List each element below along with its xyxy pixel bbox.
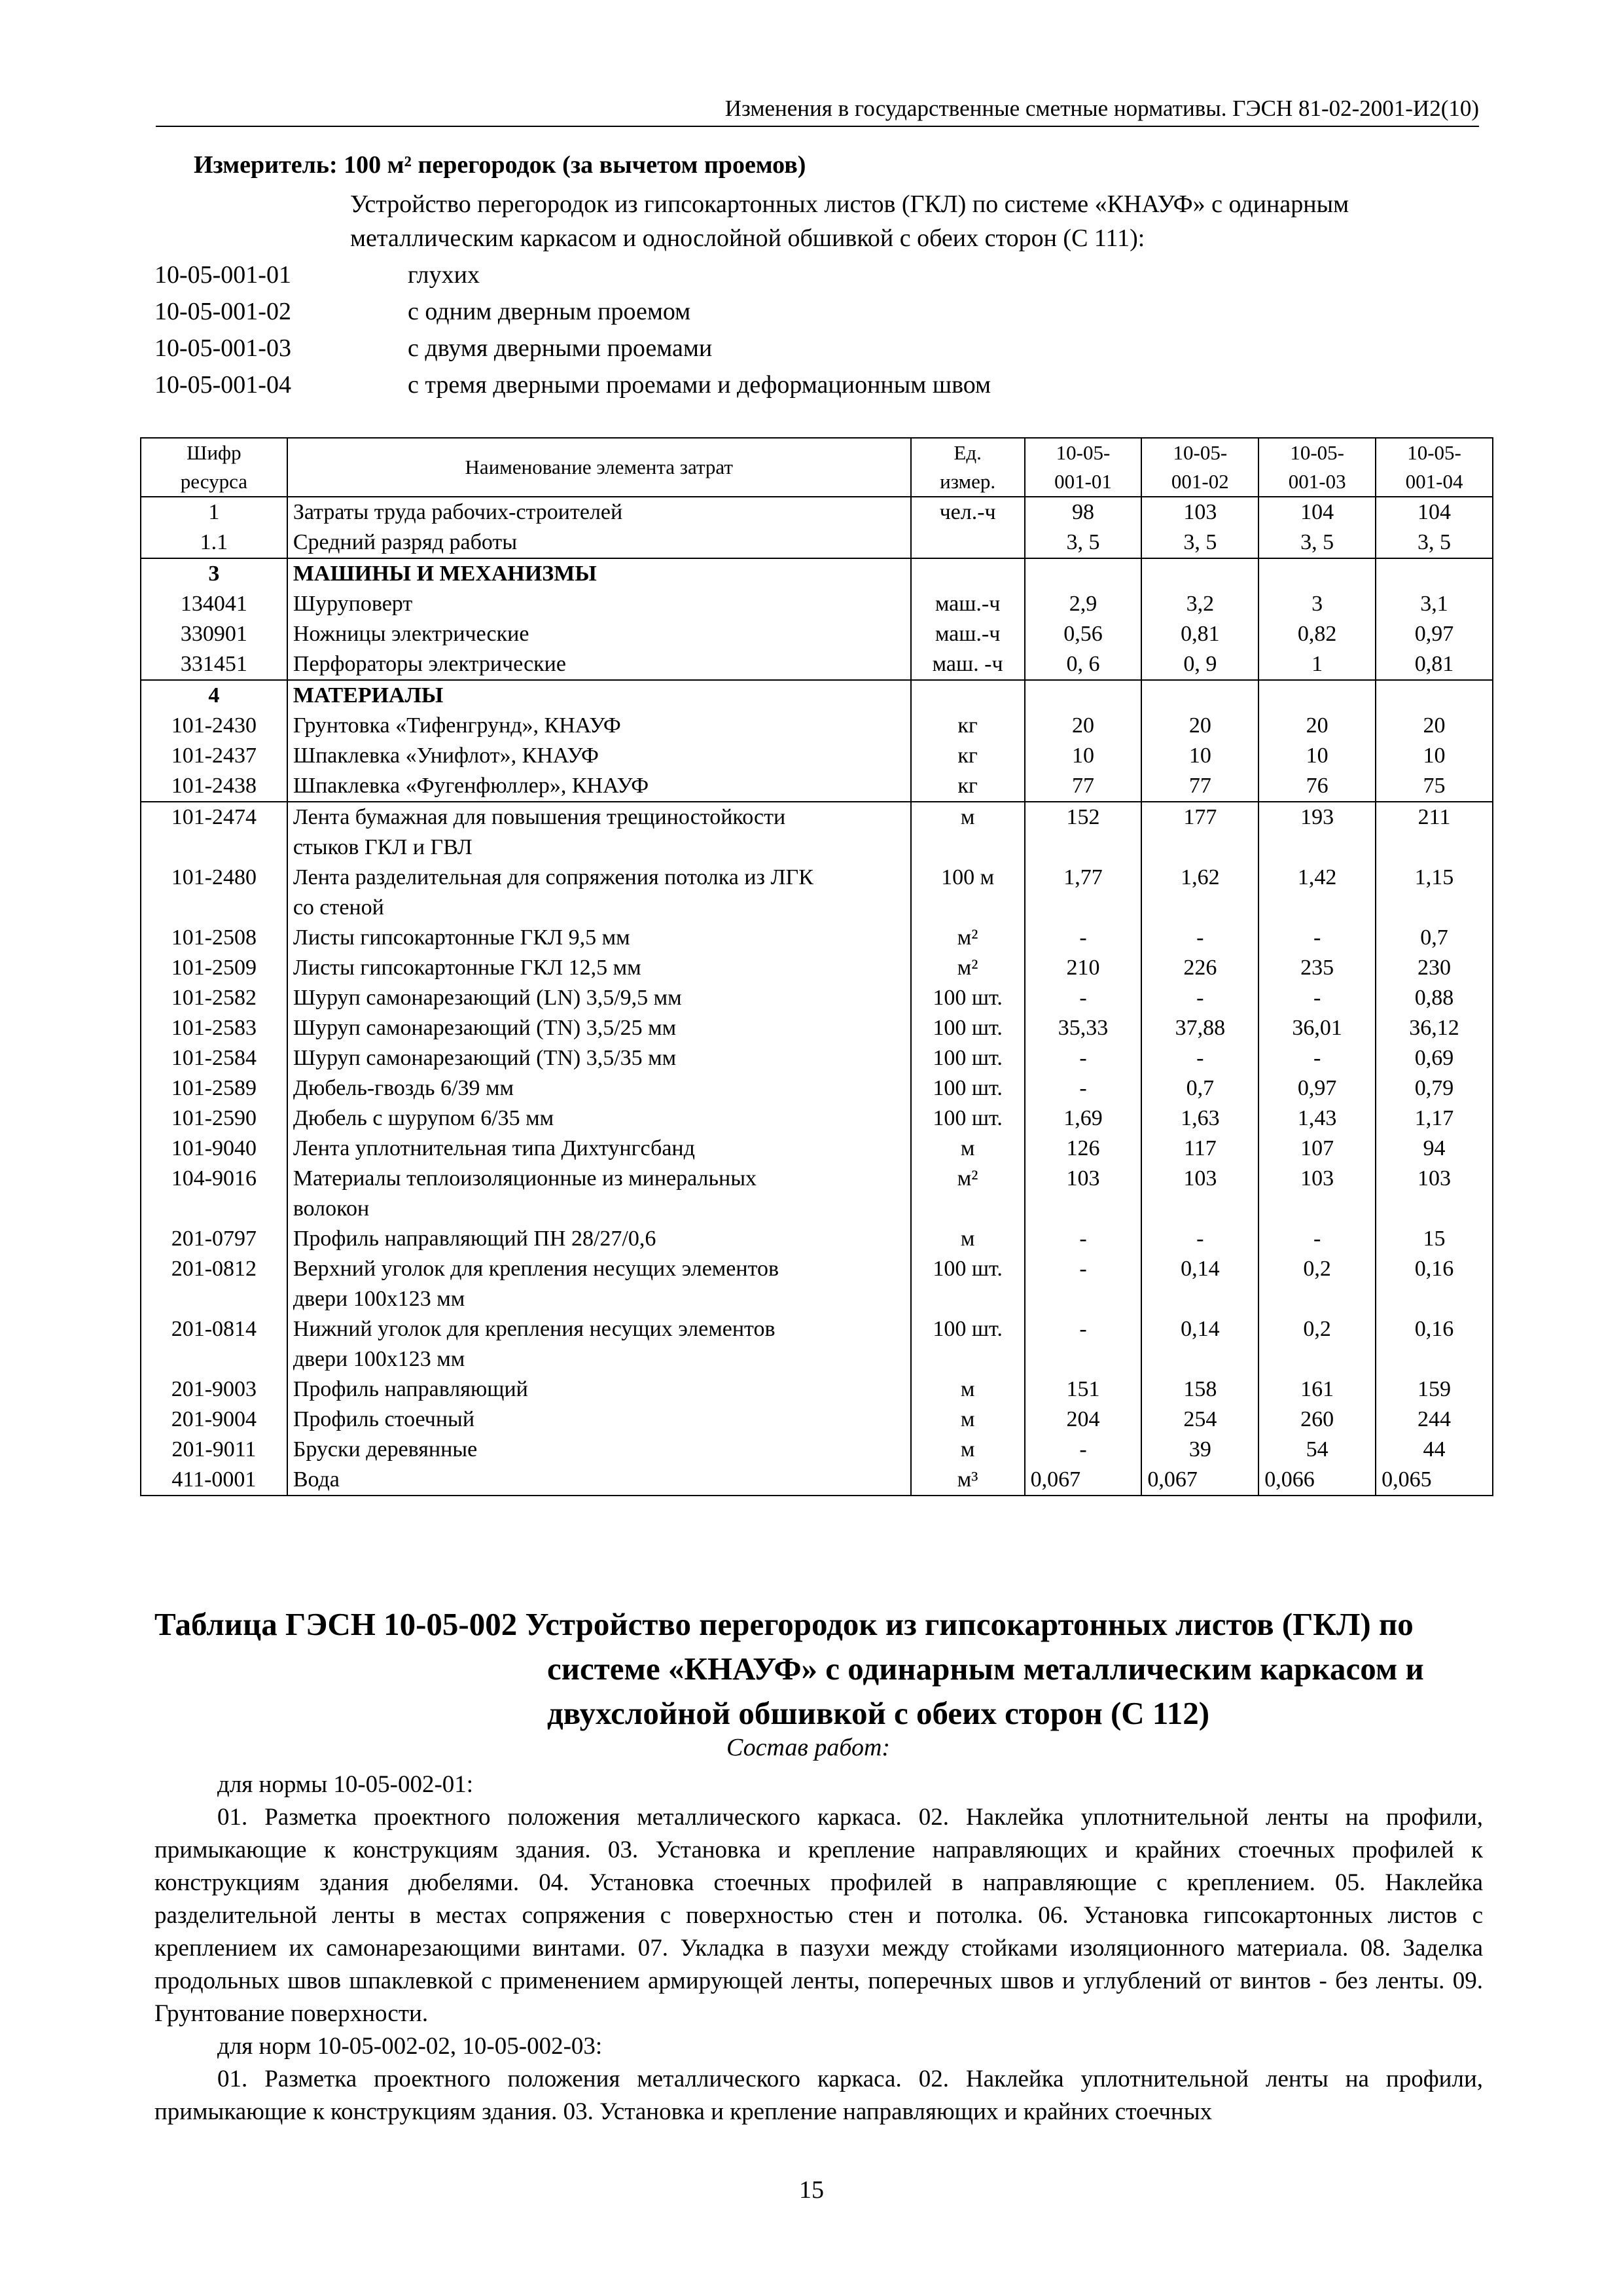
resource-code: 134041 — [141, 589, 287, 619]
col-header-norm-3: 10-05- 001-03 — [1258, 438, 1376, 497]
norm-code: 10-05-001-04 — [154, 371, 291, 399]
work-group-title: Устройство перегородок из гипсокартонных листов (ГКЛ) по системе «КНАУФ» с одинарным металлическим каркасом и однослойной обшивкой с обеих сторон (С 111): — [350, 190, 1349, 252]
resource-unit — [911, 528, 1025, 558]
value-norm-1: 2,9 — [1025, 589, 1142, 619]
resource-code: 201-0812 — [141, 1254, 287, 1314]
norm-code: 10-05-001-03 — [154, 334, 291, 362]
resource-code: 411-0001 — [141, 1465, 287, 1496]
col-header-unit: Ед. измер. — [911, 438, 1025, 497]
value-norm-1: 1,77 — [1025, 863, 1142, 923]
col-header-norm-4: 10-05- 001-04 — [1376, 438, 1493, 497]
value-norm-3: 103 — [1258, 1164, 1376, 1224]
value-norm-1: 20 — [1025, 711, 1142, 741]
value-norm-1: - — [1025, 1224, 1142, 1254]
resource-code: 101-2583 — [141, 1013, 287, 1043]
value-norm-2: 0,067 — [1141, 1465, 1258, 1496]
value-norm-1: - — [1025, 1314, 1142, 1374]
table-row — [141, 953, 1493, 983]
value-norm-1: 10 — [1025, 741, 1142, 771]
col-header-norm-1: 10-05- 001-01 — [1025, 438, 1142, 497]
resource-code: 201-0814 — [141, 1314, 287, 1374]
section-code: 4 — [141, 680, 287, 711]
resource-code: 101-2438 — [141, 771, 287, 802]
value-norm-1: 126 — [1025, 1134, 1142, 1164]
value-norm-4: 230 — [1376, 953, 1493, 983]
value-norm-3: 0,2 — [1258, 1254, 1376, 1314]
value-norm-3: - — [1258, 1043, 1376, 1073]
resource-unit: м — [911, 1405, 1025, 1435]
resource-code: 101-2480 — [141, 863, 287, 923]
resource-name: Средний разряд работы — [287, 528, 911, 558]
value-norm-2: 10 — [1141, 741, 1258, 771]
resource-unit: 100 шт. — [911, 983, 1025, 1013]
resource-code: 101-2584 — [141, 1043, 287, 1073]
resource-name: Листы гипсокартонные ГКЛ 12,5 мм — [287, 953, 911, 983]
resource-code: 101-2590 — [141, 1103, 287, 1134]
norm-name: глухих — [408, 261, 480, 289]
value-norm-2: 226 — [1141, 953, 1258, 983]
table-heading-line-2: системе «КНАУФ» с одинарным металлическим каркасом и — [547, 1651, 1424, 1687]
table-row — [141, 1254, 1493, 1314]
section-code: 3 — [141, 558, 287, 589]
value-norm-3: 1,42 — [1258, 863, 1376, 923]
norm-label-1: для нормы 10-05-002-01: — [217, 1771, 474, 1798]
value-norm-1: - — [1025, 983, 1142, 1013]
table-row — [141, 1435, 1493, 1465]
table-row — [141, 983, 1493, 1013]
resource-unit: м — [911, 1224, 1025, 1254]
value-norm-3: 36,01 — [1258, 1013, 1376, 1043]
value-norm-4: 1,15 — [1376, 863, 1493, 923]
value-norm-3: 10 — [1258, 741, 1376, 771]
value-norm-1: - — [1025, 923, 1142, 953]
value-norm-2: 3, 5 — [1141, 528, 1258, 558]
header-rule — [156, 126, 1479, 127]
value-norm-1: 151 — [1025, 1374, 1142, 1405]
value-norm-2: 254 — [1141, 1405, 1258, 1435]
value-norm-1: 1,69 — [1025, 1103, 1142, 1134]
paragraph-2: 01. Разметка проектного положения металлического каркаса. 02. Наклейка уплотнительной ленты на профили, примыкающие к конструкциям здания. 03. Установка и крепление направляющих и крайних стоечных — [154, 2066, 1483, 2125]
value-norm-4: 15 — [1376, 1224, 1493, 1254]
value-norm-2: 0,7 — [1141, 1073, 1258, 1103]
resource-code: 101-2430 — [141, 711, 287, 741]
table-heading — [154, 1602, 1483, 1736]
value-norm-3: 1 — [1258, 649, 1376, 680]
value-norm-4: 0,065 — [1376, 1465, 1493, 1496]
value-norm-4: 0,79 — [1376, 1073, 1493, 1103]
resource-unit: м — [911, 802, 1025, 863]
resource-name: Профиль направляющий — [287, 1374, 911, 1405]
resource-code: 331451 — [141, 649, 287, 680]
norm-code-list — [154, 257, 1483, 403]
resource-name: Ножницы электрические — [287, 619, 911, 649]
resource-name: Нижний уголок для крепления несущих элементов двери 100x123 мм — [287, 1314, 911, 1374]
value-norm-3: 3 — [1258, 589, 1376, 619]
value-norm-1: - — [1025, 1073, 1142, 1103]
value-norm-2: 1,62 — [1141, 863, 1258, 923]
resource-name: Затраты труда рабочих-строителей — [287, 497, 911, 528]
value-norm-3: 0,82 — [1258, 619, 1376, 649]
table-heading-line-3: двухслойной обшивкой с обеих сторон (С 112) — [547, 1695, 1210, 1731]
resource-unit: 100 шт. — [911, 1043, 1025, 1073]
resource-unit: 100 шт. — [911, 1103, 1025, 1134]
resource-name: Перфораторы электрические — [287, 649, 911, 680]
section-title: МАШИНЫ И МЕХАНИЗМЫ — [287, 558, 911, 589]
resource-name: Профиль стоечный — [287, 1405, 911, 1435]
value-norm-3: 0,2 — [1258, 1314, 1376, 1374]
table-row — [141, 1073, 1493, 1103]
value-norm-1: 0, 6 — [1025, 649, 1142, 680]
resource-code: 101-2509 — [141, 953, 287, 983]
value-norm-4: 0,97 — [1376, 619, 1493, 649]
resource-name: Дюбель с шурупом 6/35 мм — [287, 1103, 911, 1134]
resource-name: Лента разделительная для сопряжения потолка из ЛГК со стеной — [287, 863, 911, 923]
resource-name: Профиль направляющий ПН 28/27/0,6 — [287, 1224, 911, 1254]
value-norm-3: 107 — [1258, 1134, 1376, 1164]
resource-unit: чел.-ч — [911, 497, 1025, 528]
resource-unit: м² — [911, 923, 1025, 953]
value-norm-1: 35,33 — [1025, 1013, 1142, 1043]
resource-unit: м — [911, 1134, 1025, 1164]
resource-unit: 100 шт. — [911, 1254, 1025, 1314]
value-norm-3: 260 — [1258, 1405, 1376, 1435]
paragraph-1: 01. Разметка проектного положения металлического каркаса. 02. Наклейка уплотнительной ленты на профили, примыкающие к конструкциям здания. 03. Установка и крепление направляющих и крайних стоечных профилей к конструкциям здания дюбелями. 04. Установка стоечных профилей в направляющие с креплением. 05. Наклейка разделительной ленты в местах сопряжения с поверхностью стен и потолка. 06. Установка гипсокартонных листов с креплением их самонарезающими винтами. 07. Укладка в пазухи между стойками изоляционного материала. 08. Заделка продольных швов шпаклевкой с применением армирующей ленты, поперечных швов и углублений от винтов - без ленты. 09. Грунтование поверхности. — [154, 1804, 1483, 2027]
value-norm-2: - — [1141, 1224, 1258, 1254]
value-norm-1: 0,067 — [1025, 1465, 1142, 1496]
value-norm-4: 0,16 — [1376, 1314, 1493, 1374]
resource-unit: м² — [911, 1164, 1025, 1224]
value-norm-2: 20 — [1141, 711, 1258, 741]
value-norm-3: 20 — [1258, 711, 1376, 741]
norm-code-item — [154, 330, 1483, 367]
value-norm-1: 152 — [1025, 802, 1142, 863]
value-norm-4: 0,69 — [1376, 1043, 1493, 1073]
work-composition-text — [154, 1768, 1483, 2128]
resource-name: Листы гипсокартонные ГКЛ 9,5 мм — [287, 923, 911, 953]
table-row — [141, 1134, 1493, 1164]
resource-code: 101-2508 — [141, 923, 287, 953]
value-norm-3: 76 — [1258, 771, 1376, 802]
value-norm-4: 244 — [1376, 1405, 1493, 1435]
value-norm-1: 0,56 — [1025, 619, 1142, 649]
value-norm-4: 0,7 — [1376, 923, 1493, 953]
value-norm-3: 0,066 — [1258, 1465, 1376, 1496]
resource-table — [140, 437, 1493, 1496]
value-norm-4: 3,1 — [1376, 589, 1493, 619]
value-norm-2: 0, 9 — [1141, 649, 1258, 680]
composition-label: Состав работ: — [726, 1734, 891, 1761]
table-row — [141, 741, 1493, 771]
resource-unit: 100 м — [911, 863, 1025, 923]
resource-code: 1.1 — [141, 528, 287, 558]
resource-unit: маш. -ч — [911, 649, 1025, 680]
table-row — [141, 1013, 1493, 1043]
value-norm-4: 0,16 — [1376, 1254, 1493, 1314]
resource-name: Шпаклевка «Фугенфюллер», КНАУФ — [287, 771, 911, 802]
resource-name: Верхний уголок для крепления несущих элементов двери 100x123 мм — [287, 1254, 911, 1314]
resource-name: Шуруп самонарезающий (TN) 3,5/25 мм — [287, 1013, 911, 1043]
resource-unit: м — [911, 1374, 1025, 1405]
value-norm-4: 104 — [1376, 497, 1493, 528]
value-norm-4: 0,81 — [1376, 649, 1493, 680]
col-header-name: Наименование элемента затрат — [287, 438, 911, 497]
value-norm-3: - — [1258, 983, 1376, 1013]
value-norm-4: 10 — [1376, 741, 1493, 771]
table-row — [141, 1043, 1493, 1073]
value-norm-3: - — [1258, 1224, 1376, 1254]
value-norm-2: 117 — [1141, 1134, 1258, 1164]
table-row — [141, 528, 1493, 558]
resource-unit: маш.-ч — [911, 619, 1025, 649]
resource-name: Шуруповерт — [287, 589, 911, 619]
norm-label-2: для норм 10-05-002-02, 10-05-002-03: — [217, 2033, 603, 2060]
value-norm-1: 98 — [1025, 497, 1142, 528]
running-header: Изменения в государственные сметные нормативы. ГЭСН 81-02-2001-И2(10) — [724, 96, 1479, 121]
section-row — [141, 558, 1493, 589]
resource-name: Лента бумажная для повышения трещиностойкости стыков ГКЛ и ГВЛ — [287, 802, 911, 863]
resource-unit: маш.-ч — [911, 589, 1025, 619]
table-row — [141, 619, 1493, 649]
norm-code: 10-05-001-01 — [154, 261, 291, 289]
resource-code: 201-9011 — [141, 1435, 287, 1465]
norm-name: с одним дверным проемом — [408, 298, 691, 325]
table-row — [141, 1164, 1493, 1224]
value-norm-4: 103 — [1376, 1164, 1493, 1224]
table-row — [141, 1314, 1493, 1374]
resource-unit: кг — [911, 741, 1025, 771]
table-row — [141, 923, 1493, 953]
resource-code: 101-2437 — [141, 741, 287, 771]
value-norm-1: - — [1025, 1254, 1142, 1314]
page-number: 15 — [799, 2176, 824, 2204]
value-norm-2: 103 — [1141, 1164, 1258, 1224]
table-row — [141, 1224, 1493, 1254]
col-header-norm-2: 10-05- 001-02 — [1141, 438, 1258, 497]
resource-name: Шуруп самонарезающий (TN) 3,5/35 мм — [287, 1043, 911, 1073]
value-norm-4: 36,12 — [1376, 1013, 1493, 1043]
table-row — [141, 1405, 1493, 1435]
resource-name: Лента уплотнительная типа Дихтунгсбанд — [287, 1134, 911, 1164]
resource-code: 101-2589 — [141, 1073, 287, 1103]
value-norm-2: 0,14 — [1141, 1254, 1258, 1314]
value-norm-2: - — [1141, 1043, 1258, 1073]
resource-unit: 100 шт. — [911, 1314, 1025, 1374]
value-norm-2: 177 — [1141, 802, 1258, 863]
value-norm-2: 1,63 — [1141, 1103, 1258, 1134]
measure-unit: Измеритель: 100 м² перегородок (за вычетом проемов) — [194, 151, 806, 179]
resource-unit: 100 шт. — [911, 1013, 1025, 1043]
resource-code: 1 — [141, 497, 287, 528]
norm-code-item — [154, 293, 1483, 330]
resource-name: Вода — [287, 1465, 911, 1496]
col-header-code: Шифр ресурса — [141, 438, 287, 497]
resource-unit: кг — [911, 771, 1025, 802]
value-norm-4: 159 — [1376, 1374, 1493, 1405]
resource-code: 101-9040 — [141, 1134, 287, 1164]
table-header-row — [141, 438, 1493, 497]
value-norm-4: 211 — [1376, 802, 1493, 863]
resource-name: Материалы теплоизоляционные из минеральных волокон — [287, 1164, 911, 1224]
table-row — [141, 771, 1493, 802]
resource-code: 201-0797 — [141, 1224, 287, 1254]
table-row — [141, 497, 1493, 528]
value-norm-1: - — [1025, 1435, 1142, 1465]
value-norm-2: 77 — [1141, 771, 1258, 802]
resource-unit: кг — [911, 711, 1025, 741]
resource-code: 101-2474 — [141, 802, 287, 863]
table-row — [141, 649, 1493, 680]
value-norm-2: - — [1141, 923, 1258, 953]
norm-name: с двумя дверными проемами — [408, 334, 713, 362]
value-norm-4: 75 — [1376, 771, 1493, 802]
value-norm-3: 193 — [1258, 802, 1376, 863]
value-norm-4: 44 — [1376, 1435, 1493, 1465]
value-norm-4: 1,17 — [1376, 1103, 1493, 1134]
resource-code: 330901 — [141, 619, 287, 649]
table-row — [141, 1465, 1493, 1496]
value-norm-2: 103 — [1141, 497, 1258, 528]
resource-unit: 100 шт. — [911, 1073, 1025, 1103]
value-norm-2: 37,88 — [1141, 1013, 1258, 1043]
value-norm-1: 3, 5 — [1025, 528, 1142, 558]
value-norm-3: - — [1258, 923, 1376, 953]
resource-code: 201-9004 — [141, 1405, 287, 1435]
table-row — [141, 589, 1493, 619]
resource-unit: м³ — [911, 1465, 1025, 1496]
value-norm-3: 1,43 — [1258, 1103, 1376, 1134]
resource-name: Дюбель-гвоздь 6/39 мм — [287, 1073, 911, 1103]
value-norm-2: 0,81 — [1141, 619, 1258, 649]
value-norm-3: 3, 5 — [1258, 528, 1376, 558]
value-norm-3: 104 — [1258, 497, 1376, 528]
resource-unit: м² — [911, 953, 1025, 983]
value-norm-2: 3,2 — [1141, 589, 1258, 619]
norm-code-item — [154, 257, 1483, 293]
value-norm-1: 103 — [1025, 1164, 1142, 1224]
value-norm-3: 0,97 — [1258, 1073, 1376, 1103]
resource-name: Грунтовка «Тифенгрунд», КНАУФ — [287, 711, 911, 741]
section-row — [141, 680, 1493, 711]
resource-unit: м — [911, 1435, 1025, 1465]
value-norm-1: 210 — [1025, 953, 1142, 983]
table-row — [141, 802, 1493, 863]
value-norm-4: 20 — [1376, 711, 1493, 741]
value-norm-4: 0,88 — [1376, 983, 1493, 1013]
norm-code: 10-05-001-02 — [154, 298, 291, 325]
resource-name: Шпаклевка «Унифлот», КНАУФ — [287, 741, 911, 771]
table-row — [141, 711, 1493, 741]
resource-code: 201-9003 — [141, 1374, 287, 1405]
resource-name: Шуруп самонарезающий (LN) 3,5/9,5 мм — [287, 983, 911, 1013]
norm-name: с тремя дверными проемами и деформационным швом — [408, 371, 991, 399]
table-row — [141, 863, 1493, 923]
table-row — [141, 1374, 1493, 1405]
table-heading-line-1: Таблица ГЭСН 10-05-002 Устройство перегородок из гипсокартонных листов (ГКЛ) по — [154, 1606, 1414, 1642]
value-norm-1: - — [1025, 1043, 1142, 1073]
value-norm-4: 3, 5 — [1376, 528, 1493, 558]
value-norm-3: 235 — [1258, 953, 1376, 983]
value-norm-2: 0,14 — [1141, 1314, 1258, 1374]
value-norm-3: 54 — [1258, 1435, 1376, 1465]
value-norm-2: 158 — [1141, 1374, 1258, 1405]
section-title: МАТЕРИАЛЫ — [287, 680, 911, 711]
resource-code: 104-9016 — [141, 1164, 287, 1224]
value-norm-1: 204 — [1025, 1405, 1142, 1435]
value-norm-1: 77 — [1025, 771, 1142, 802]
table-row — [141, 1103, 1493, 1134]
value-norm-2: - — [1141, 983, 1258, 1013]
norm-code-item — [154, 367, 1483, 403]
resource-name: Бруски деревянные — [287, 1435, 911, 1465]
value-norm-2: 39 — [1141, 1435, 1258, 1465]
value-norm-4: 94 — [1376, 1134, 1493, 1164]
resource-code: 101-2582 — [141, 983, 287, 1013]
value-norm-3: 161 — [1258, 1374, 1376, 1405]
